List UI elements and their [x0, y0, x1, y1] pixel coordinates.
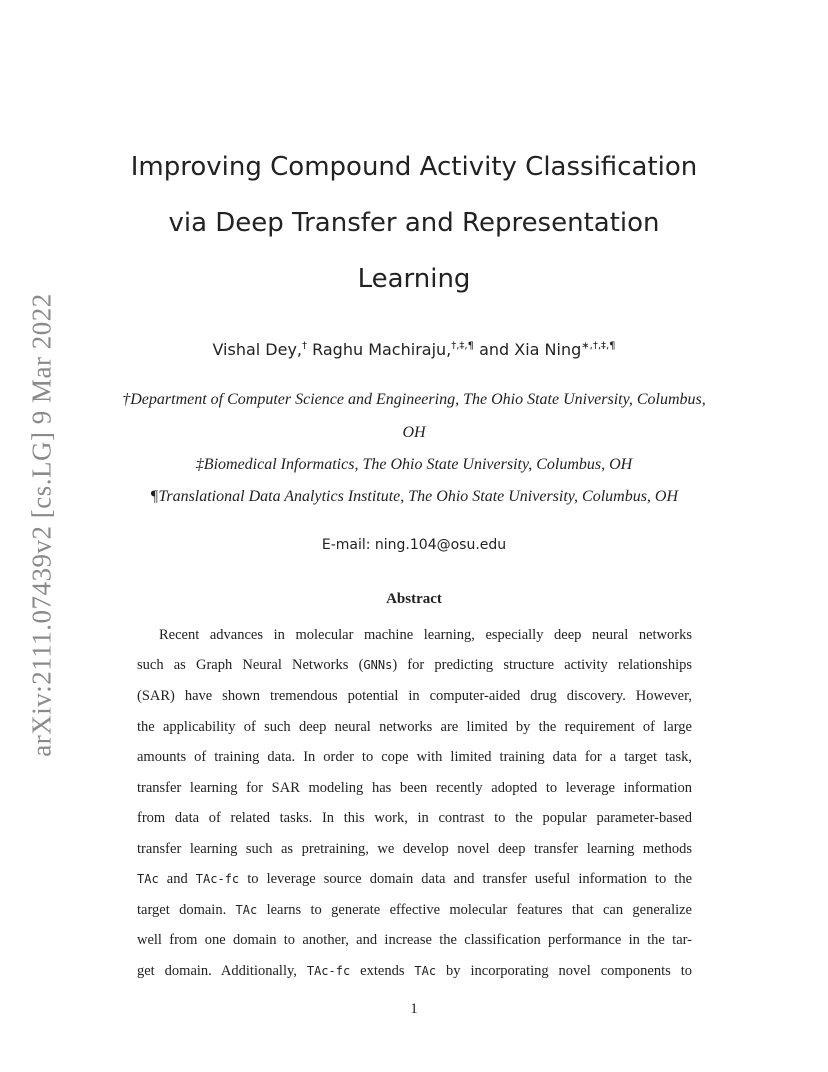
- abstract-line: [137, 657, 692, 674]
- author-name: Raghu Machiraju,: [307, 340, 452, 359]
- affiliation-bmi: ‡Biomedical Informatics, The Ohio State University, Columbus, OH: [195, 456, 633, 473]
- paper-title-line-2: via Deep Transfer and Representation: [168, 208, 660, 238]
- abstract-line: transfer learning such as pretraining, we develop novel deep transfer learning methods: [137, 841, 692, 857]
- abstract-line: [137, 871, 692, 888]
- author-affiliation-marks: †: [302, 340, 308, 352]
- page-number: 1: [410, 1001, 418, 1017]
- affiliation-tdai: ¶Translational Data Analytics Institute, The Ohio State University, Columbus, OH: [149, 488, 679, 505]
- arxiv-identifier: arXiv:2111.07439v2 [cs.LG] 9 Mar 2022: [26, 293, 57, 757]
- abstract-line: [137, 902, 692, 919]
- abstract-text: such as Graph Neural Networks (: [137, 657, 364, 673]
- affiliation-cse-continued: OH: [402, 424, 426, 441]
- abstract-line: Recent advances in molecular machine learning, especially deep neural networks: [159, 627, 692, 643]
- abstract-text: target domain.: [137, 902, 236, 918]
- abstract-code: TAc: [414, 964, 437, 978]
- abstract-line: (SAR) have shown tremendous potential in computer-aided drug discovery. However,: [137, 688, 692, 704]
- author-affiliation-marks: ∗,†,‡,¶: [581, 340, 616, 352]
- abstract-line: the applicability of such deep neural networks are limited by the requirement of large: [137, 719, 692, 735]
- abstract-text: get domain. Additionally,: [137, 963, 307, 979]
- abstract-code: TAc-fc: [195, 872, 240, 886]
- abstract-text: by incorporating novel components to: [436, 963, 692, 979]
- abstract-line: [137, 963, 692, 980]
- abstract-code: GNNs: [363, 658, 393, 672]
- abstract-code: TAc-fc: [306, 964, 351, 978]
- abstract-line: amounts of training data. In order to cope with limited training data for a target task,: [137, 749, 692, 765]
- abstract-text: to leverage source domain data and transfer useful information to the: [239, 871, 693, 887]
- abstract-code: TAc: [235, 903, 258, 917]
- abstract-text: extends: [350, 963, 415, 979]
- affiliation-cse: †Department of Computer Science and Engineering, The Ohio State University, Columbus,: [122, 391, 706, 408]
- paper-title-line-1: Improving Compound Activity Classification: [130, 152, 698, 182]
- author-name: Vishal Dey,: [212, 340, 303, 359]
- author-list: [0, 340, 828, 359]
- author-name: and Xia Ning: [473, 340, 582, 359]
- abstract-code: TAc: [137, 872, 159, 886]
- abstract-line: well from one domain to another, and increase the classification performance in the tar-: [137, 932, 692, 948]
- abstract-text: learns to generate effective molecular features that can generalize: [257, 902, 692, 918]
- author-affiliation-marks: †,‡,¶: [451, 340, 474, 352]
- abstract-heading: Abstract: [386, 591, 442, 607]
- abstract-text: ) for predicting structure activity relationships: [392, 657, 692, 673]
- contact-email: E-mail: ning.104@osu.edu: [321, 537, 507, 553]
- abstract-line: from data of related tasks. In this work, in contrast to the popular parameter-based: [137, 810, 692, 826]
- paper-title-line-3: Learning: [357, 264, 471, 294]
- abstract-line: transfer learning for SAR modeling has been recently adopted to leverage information: [137, 780, 692, 796]
- abstract-text: and: [158, 871, 196, 887]
